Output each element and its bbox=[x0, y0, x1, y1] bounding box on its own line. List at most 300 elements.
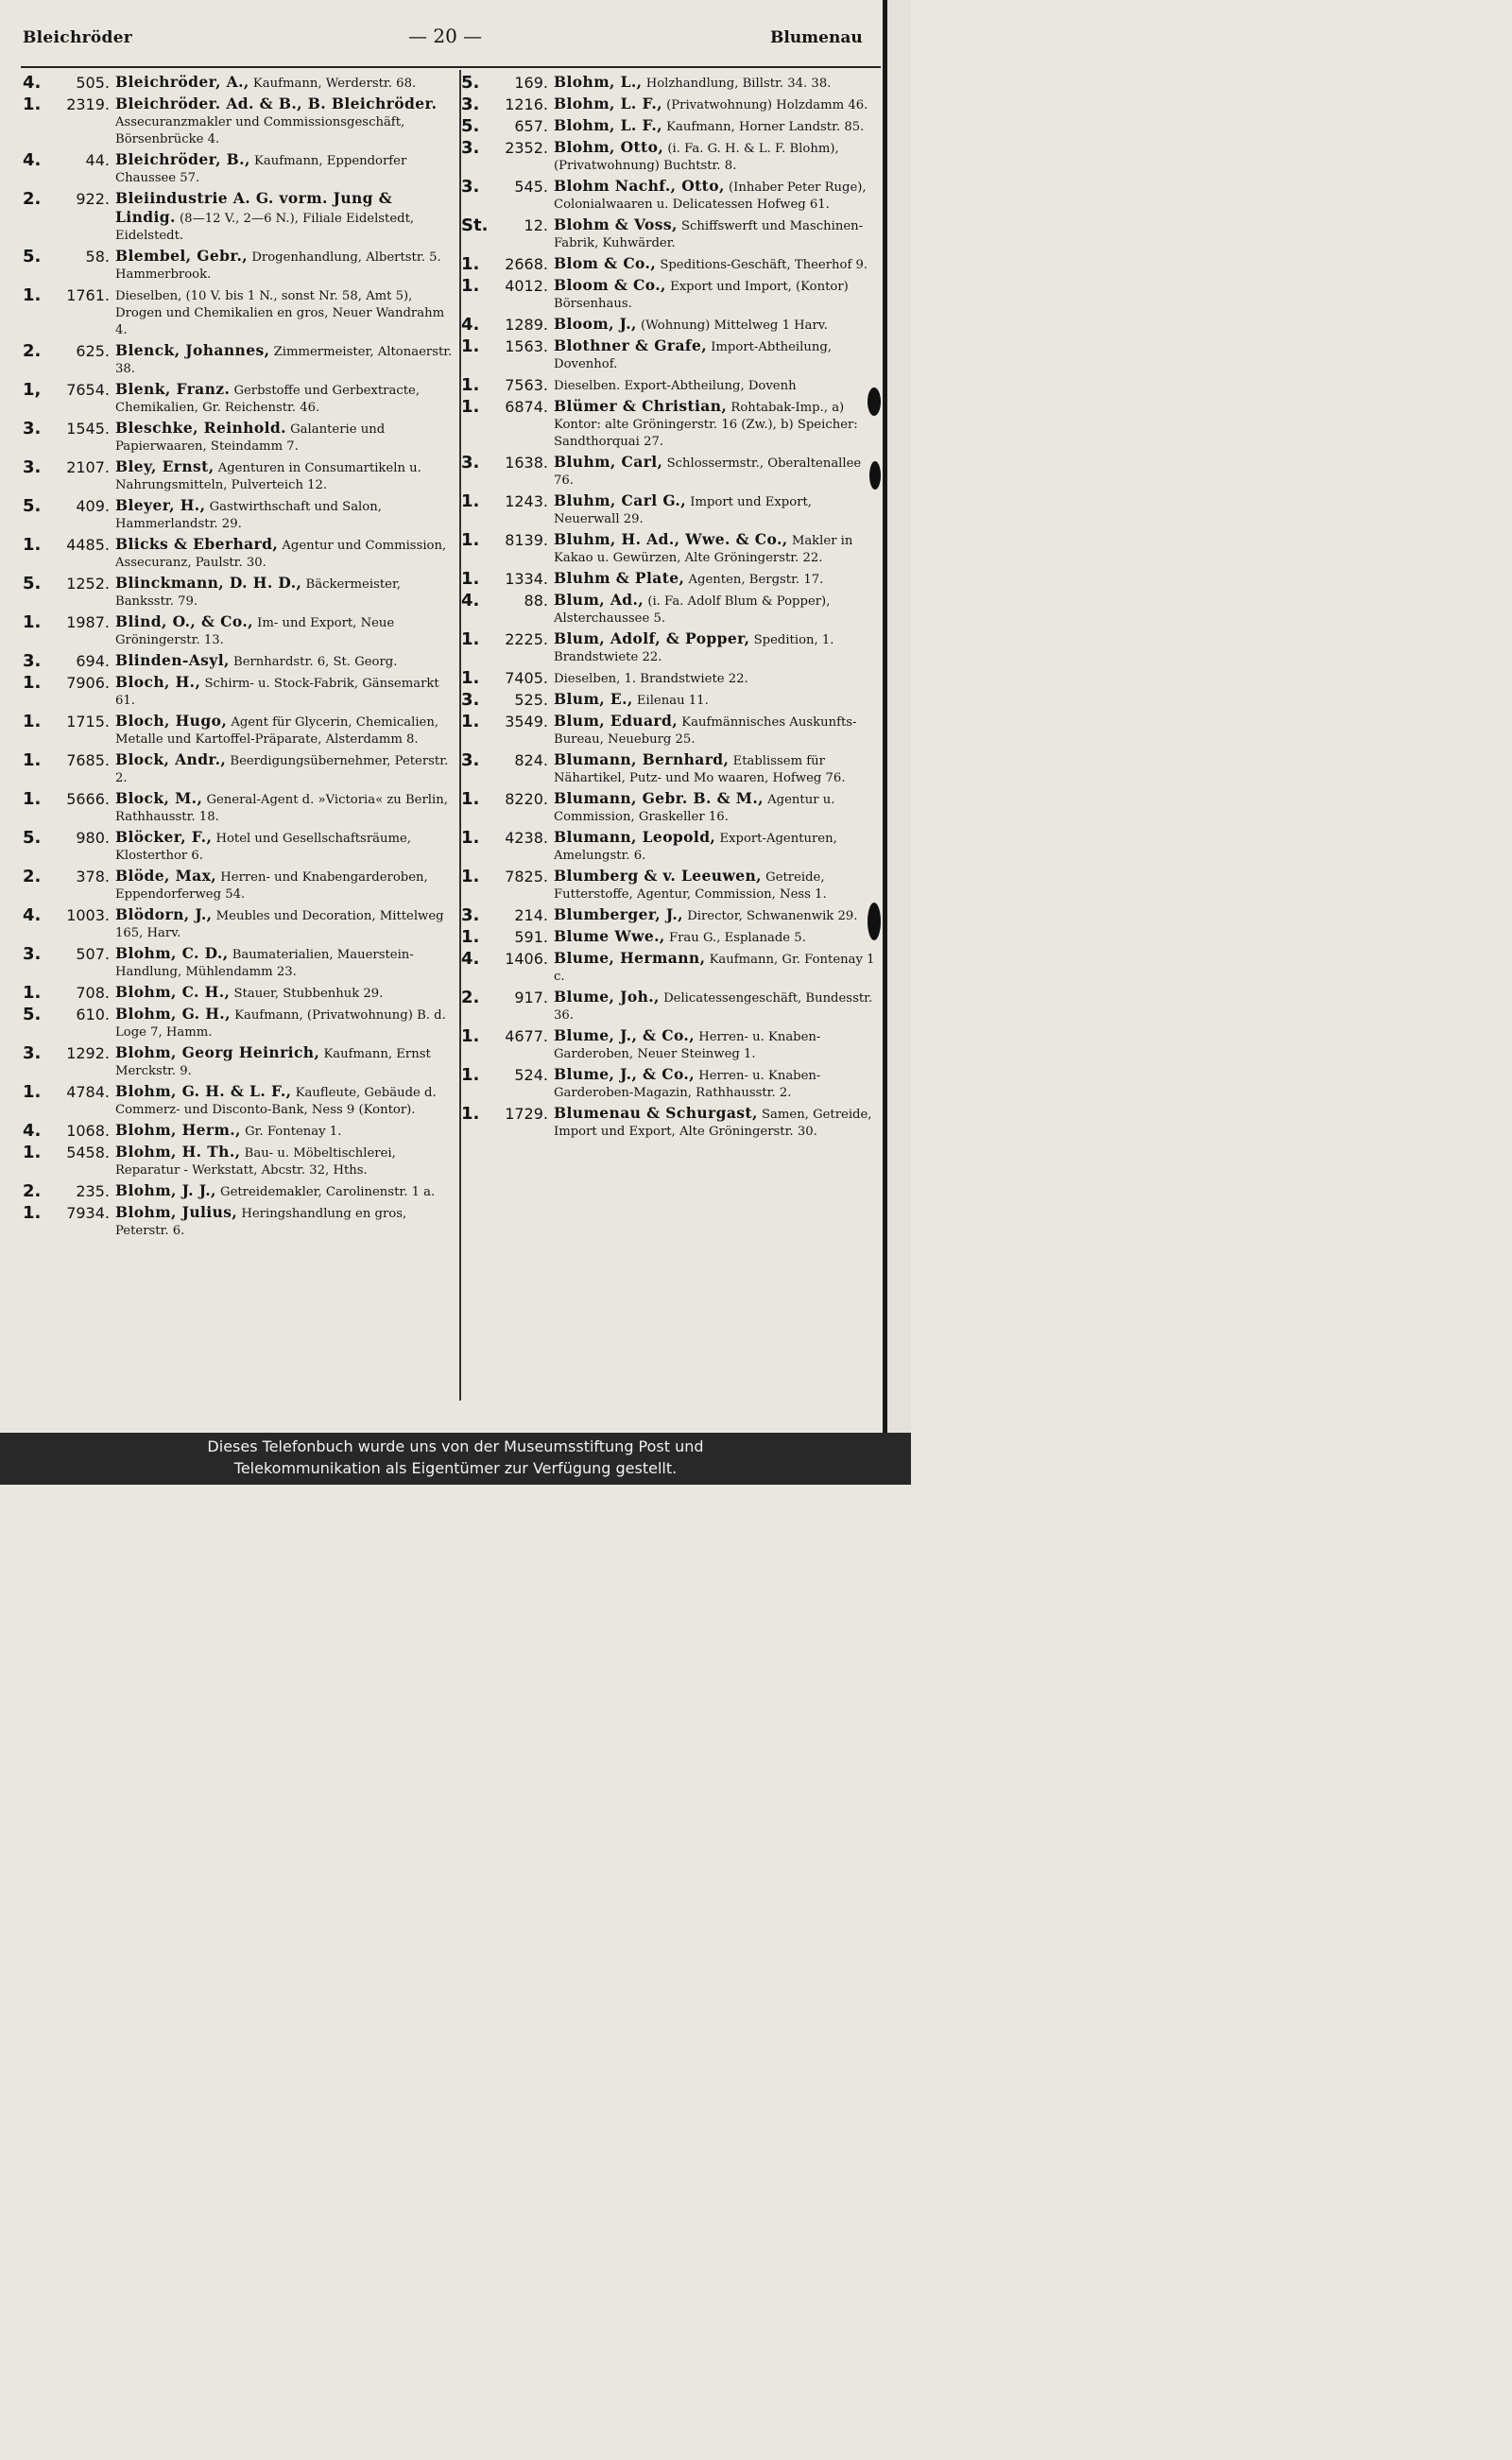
subscriber-details: Rohtabak-Imp., a) Kontor: alte Gröningerstr. 16 (Zw.), b) Speicher: Sandthorquai 27. bbox=[554, 401, 858, 449]
subscriber-name: Blenk, Franz. bbox=[115, 380, 231, 398]
subscriber-details: Kaufmann, Horner Landstr. 85. bbox=[666, 120, 865, 134]
directory-entry bbox=[459, 630, 883, 666]
phone-number: 1003. bbox=[66, 906, 110, 924]
exchange-office-number: 4. bbox=[461, 949, 480, 969]
directory-entry bbox=[21, 74, 455, 93]
subscriber-details: Beerdigungsübernehmer, Peterstr. 2. bbox=[115, 754, 449, 785]
exchange-office-number: 1. bbox=[461, 828, 480, 848]
subscriber-name: Blödorn, J., bbox=[115, 905, 213, 923]
exchange-office-number: 3. bbox=[23, 651, 42, 671]
subscriber-name: Blohm Nachf., Otto, bbox=[554, 177, 725, 195]
subscriber-details: Export und Import, (Kontor) Börsenhaus. bbox=[554, 280, 849, 311]
exchange-office-number: 5. bbox=[23, 496, 42, 516]
exchange-office-number: 1. bbox=[461, 254, 480, 274]
phone-number: 524. bbox=[514, 1066, 548, 1084]
subscriber-details: Holzhandlung, Billstr. 34. 38. bbox=[645, 77, 832, 91]
subscriber-details: Getreidemakler, Carolinenstr. 1 a. bbox=[220, 1185, 436, 1199]
directory-entry bbox=[459, 492, 883, 528]
directory-entry bbox=[21, 381, 455, 417]
subscriber-details: Galanterie und Papierwaaren, Steindamm 7. bbox=[115, 422, 386, 454]
exchange-office-number: 3. bbox=[461, 750, 480, 770]
subscriber-details: Speditions-Geschäft, Theerhof 9. bbox=[660, 258, 868, 272]
phone-number: 88. bbox=[524, 592, 548, 610]
directory-entry bbox=[459, 989, 883, 1024]
exchange-office-number: 3. bbox=[461, 905, 480, 925]
subscriber-details: Director, Schwanenwik 29. bbox=[687, 909, 858, 923]
phone-number: 610. bbox=[76, 1006, 110, 1024]
directory-entry bbox=[459, 829, 883, 865]
subscriber-name: Blohm, H. Th., bbox=[115, 1143, 241, 1161]
subscriber-details: Schirm- u. Stock-Fabrik, Gänsemarkt 61. bbox=[115, 677, 439, 708]
exchange-office-number: 1. bbox=[23, 535, 42, 555]
subscriber-details: Hotel und Gesellschaftsräume, Klosterthor 6. bbox=[115, 832, 411, 863]
subscriber-name: Bleyer, H., bbox=[115, 496, 206, 514]
subscriber-details: Import und Export, Neuerwall 29. bbox=[554, 495, 812, 526]
subscriber-name: Blohm, G. H. & L. F., bbox=[115, 1082, 292, 1100]
subscriber-details: Gr. Fontenay 1. bbox=[245, 1125, 342, 1139]
directory-entry bbox=[21, 906, 455, 942]
exchange-office-number: 2. bbox=[23, 1181, 42, 1201]
exchange-office-number: 4. bbox=[23, 1121, 42, 1141]
subscriber-name: Blume Wwe., bbox=[554, 927, 665, 945]
subscriber-details: Dieselben, 1. Brandstwiete 22. bbox=[554, 672, 748, 686]
exchange-office-number: 4. bbox=[23, 73, 42, 93]
subscriber-details: Kaufleute, Gebäude d. Commerz- und Disconto-Bank, Ness 9 (Kontor). bbox=[115, 1086, 437, 1117]
footer-line-2: Telekommunikation als Eigentümer zur Verfügung gestellt. bbox=[233, 1459, 678, 1477]
exchange-office-number: 3. bbox=[461, 95, 480, 114]
header-left-keyword: Bleichröder bbox=[23, 28, 133, 47]
phone-number: 8220. bbox=[505, 790, 548, 808]
exchange-office-number: 1. bbox=[23, 673, 42, 693]
directory-entry bbox=[459, 713, 883, 748]
directory-entry bbox=[21, 1083, 455, 1119]
subscriber-details: (Inhaber Peter Ruge), Colonialwaaren u. Delicatessen Hofweg 61. bbox=[554, 181, 867, 212]
phone-number: 1729. bbox=[505, 1105, 548, 1123]
subscriber-name: Blohm & Voss, bbox=[554, 215, 678, 233]
subscriber-name: Blume, J., & Co., bbox=[554, 1065, 696, 1083]
directory-entry bbox=[21, 420, 455, 456]
phone-number: 6874. bbox=[505, 398, 548, 416]
phone-number: 1334. bbox=[505, 570, 548, 588]
exchange-office-number: 1, bbox=[23, 380, 42, 400]
subscriber-name: Blohm, Herm., bbox=[115, 1121, 241, 1139]
exchange-office-number: 1. bbox=[23, 95, 42, 114]
directory-entry bbox=[21, 1044, 455, 1080]
exchange-office-number: 5. bbox=[23, 828, 42, 848]
directory-entry bbox=[21, 652, 455, 671]
phone-number: 7405. bbox=[505, 669, 548, 687]
exchange-office-number: 3. bbox=[23, 944, 42, 964]
phone-number: 545. bbox=[514, 178, 548, 196]
exchange-office-number: 1. bbox=[461, 1065, 480, 1085]
directory-entry bbox=[459, 570, 883, 589]
directory-entry bbox=[21, 1144, 455, 1179]
directory-entry bbox=[21, 575, 455, 611]
exchange-office-number: 1. bbox=[461, 927, 480, 947]
exchange-office-number: 3. bbox=[461, 177, 480, 197]
exchange-office-number: 1. bbox=[461, 789, 480, 809]
exchange-office-number: 1. bbox=[461, 1104, 480, 1124]
directory-entry bbox=[21, 790, 455, 826]
phone-number: 625. bbox=[76, 342, 110, 360]
phone-number: 12. bbox=[524, 216, 548, 234]
subscriber-details: Export-Agenturen, Amelungstr. 6. bbox=[554, 832, 837, 863]
subscriber-details: Frau G., Esplanade 5. bbox=[668, 931, 806, 945]
phone-number: 4238. bbox=[505, 829, 548, 847]
phone-number: 694. bbox=[76, 652, 110, 670]
left-column bbox=[21, 74, 455, 1243]
directory-entry bbox=[459, 95, 883, 114]
subscriber-name: Blume, J., & Co., bbox=[554, 1026, 696, 1044]
exchange-office-number: 1. bbox=[461, 867, 480, 886]
directory-entry bbox=[21, 945, 455, 981]
directory-entry bbox=[21, 1182, 455, 1201]
directory-entry bbox=[21, 248, 455, 284]
phone-number: 4784. bbox=[66, 1083, 110, 1101]
phone-number: 169. bbox=[514, 74, 548, 92]
subscriber-details: Herren- u. Knaben-Garderoben-Magazin, Rathhausstr. 2. bbox=[554, 1069, 821, 1100]
directory-entry bbox=[21, 151, 455, 187]
directory-entry bbox=[459, 1027, 883, 1063]
subscriber-name: Blohm, C. D., bbox=[115, 944, 229, 962]
subscriber-name: Bleschke, Reinhold. bbox=[115, 419, 286, 437]
exchange-office-number: 1. bbox=[23, 983, 42, 1003]
exchange-office-number: 5. bbox=[461, 73, 480, 93]
subscriber-name: Bluhm & Plate, bbox=[554, 569, 685, 587]
subscriber-name: Blohm, J. J., bbox=[115, 1181, 216, 1199]
subscriber-name: Blumann, Gebr. B. & M., bbox=[554, 789, 764, 807]
footer-line-1: Dieses Telefonbuch wurde uns von der Museumsstiftung Post und bbox=[207, 1437, 704, 1455]
subscriber-details: Heringshandlung en gros, Peterstr. 6. bbox=[115, 1207, 407, 1238]
directory-entry bbox=[459, 669, 883, 688]
exchange-office-number: 1. bbox=[461, 375, 480, 395]
phone-number: 507. bbox=[76, 945, 110, 963]
exchange-office-number: 4. bbox=[461, 591, 480, 611]
phone-number: 1252. bbox=[66, 575, 110, 593]
exchange-office-number: 1. bbox=[23, 1203, 42, 1223]
subscriber-details: Getreide, Futterstoffe, Agentur, Commission, Ness 1. bbox=[554, 870, 827, 902]
subscriber-name: Bluhm, H. Ad., Wwe. & Co., bbox=[554, 530, 788, 548]
exchange-office-number: 3. bbox=[23, 1043, 42, 1063]
subscriber-name: Blöcker, F., bbox=[115, 828, 213, 846]
directory-entry bbox=[21, 1006, 455, 1041]
subscriber-details: Bau- u. Möbeltischlerei, Reparatur - Werkstatt, Abcstr. 32, Hths. bbox=[115, 1146, 396, 1178]
phone-number: 1563. bbox=[505, 337, 548, 355]
right-column bbox=[459, 74, 883, 1144]
exchange-office-number: 4. bbox=[461, 315, 480, 335]
directory-entry bbox=[459, 454, 883, 490]
subscriber-name: Bluhm, Carl G., bbox=[554, 491, 687, 509]
subscriber-name: Bley, Ernst, bbox=[115, 457, 215, 475]
phone-number: 7563. bbox=[505, 376, 548, 394]
ink-blot bbox=[868, 903, 881, 940]
phone-number: 1545. bbox=[66, 420, 110, 438]
directory-entry bbox=[459, 906, 883, 925]
subscriber-name: Blohm, Julius, bbox=[115, 1203, 238, 1221]
subscriber-details: Dieselben. Export-Abtheilung, Dovenh bbox=[554, 379, 797, 393]
phone-number: 7685. bbox=[66, 751, 110, 769]
exchange-office-number: 5. bbox=[23, 247, 42, 267]
phone-number: 657. bbox=[514, 117, 548, 135]
subscriber-name: Blothner & Grafe, bbox=[554, 336, 708, 354]
directory-entry bbox=[459, 950, 883, 986]
exchange-office-number: 1. bbox=[461, 336, 480, 356]
subscriber-name: Block, Andr., bbox=[115, 750, 227, 768]
directory-entry bbox=[21, 868, 455, 903]
subscriber-details: Baumaterialien, Mauerstein-Handlung, Mühlendamm 23. bbox=[115, 948, 414, 979]
phone-number: 2668. bbox=[505, 255, 548, 273]
exchange-office-number: 4. bbox=[23, 150, 42, 170]
subscriber-name: Blumberg & v. Leeuwen, bbox=[554, 867, 762, 885]
subscriber-details: Agentur und Commission, Assecuranz, Paulstr. 30. bbox=[115, 539, 447, 570]
exchange-office-number: 1. bbox=[461, 276, 480, 296]
directory-entry bbox=[21, 829, 455, 865]
phone-number: 409. bbox=[76, 497, 110, 515]
exchange-office-number: 1. bbox=[461, 668, 480, 688]
subscriber-details: Schiffswerft und Maschinen-Fabrik, Kuhwärder. bbox=[554, 219, 864, 250]
phone-number: 505. bbox=[76, 74, 110, 92]
directory-entry bbox=[459, 376, 883, 395]
subscriber-name: Bleichröder, A., bbox=[115, 73, 249, 91]
subscriber-details: Bäckermeister, Banksstr. 79. bbox=[115, 577, 401, 609]
phone-number: 1761. bbox=[66, 286, 110, 304]
directory-entry bbox=[459, 398, 883, 451]
exchange-office-number: 3. bbox=[23, 457, 42, 477]
subscriber-name: Blohm, Georg Heinrich, bbox=[115, 1043, 320, 1061]
subscriber-name: Blum, E., bbox=[554, 690, 633, 708]
exchange-office-number: 1. bbox=[23, 789, 42, 809]
directory-entry bbox=[459, 139, 883, 175]
subscriber-name: Blume, Joh., bbox=[554, 988, 660, 1006]
exchange-office-number: 5. bbox=[461, 116, 480, 136]
subscriber-name: Bleichröder, B., bbox=[115, 150, 250, 168]
subscriber-details: Etablissem für Nähartikel, Putz- und Mo waaren, Hofweg 76. bbox=[554, 754, 846, 785]
subscriber-details: Herren- und Knabengarderoben, Eppendorferweg 54. bbox=[115, 870, 428, 902]
phone-number: 525. bbox=[514, 691, 548, 709]
exchange-office-number: 1. bbox=[461, 397, 480, 417]
subscriber-name: Blumenau & Schurgast, bbox=[554, 1104, 758, 1122]
directory-entry bbox=[459, 277, 883, 313]
subscriber-details: Dieselben, (10 V. bis 1 N., sonst Nr. 58, Amt 5), Drogen und Chemikalien en gros, Neuer Wandrahm 4. bbox=[115, 289, 445, 337]
exchange-office-number: 1. bbox=[461, 491, 480, 511]
subscriber-details: Agenturen in Consumartikeln u. Nahrungsmitteln, Pulverteich 12. bbox=[115, 461, 421, 492]
phone-number: 7825. bbox=[505, 868, 548, 886]
subscriber-name: Blume, Hermann, bbox=[554, 949, 706, 967]
subscriber-details: Herren- u. Knaben-Garderoben, Neuer Steinweg 1. bbox=[554, 1030, 821, 1061]
directory-entry bbox=[459, 691, 883, 710]
subscriber-name: Blum, Ad., bbox=[554, 591, 644, 609]
directory-entry bbox=[21, 674, 455, 710]
exchange-office-number: 3. bbox=[461, 138, 480, 158]
exchange-office-number: 1. bbox=[461, 1026, 480, 1046]
phone-number: 917. bbox=[514, 989, 548, 1006]
exchange-office-number: 2. bbox=[461, 988, 480, 1007]
subscriber-details: Import-Abtheilung, Dovenhof. bbox=[554, 340, 832, 371]
subscriber-name: Blumann, Leopold, bbox=[554, 828, 716, 846]
directory-entry bbox=[459, 316, 883, 335]
directory-entry bbox=[459, 592, 883, 628]
subscriber-details: (8—12 V., 2—6 N.), Filiale Eidelstedt, Eidelstedt. bbox=[115, 212, 415, 243]
subscriber-details: Kaufmann, (Privatwohnung) B. d. Loge 7, Hamm. bbox=[115, 1008, 446, 1040]
phone-number: 1638. bbox=[505, 454, 548, 472]
phone-number: 1715. bbox=[66, 713, 110, 731]
page-number: — 20 — bbox=[408, 25, 483, 47]
subscriber-name: Blind, O., & Co., bbox=[115, 612, 253, 630]
subscriber-name: Blumberger, J., bbox=[554, 905, 683, 923]
subscriber-name: Blümer & Christian, bbox=[554, 397, 728, 415]
exchange-office-number: 3. bbox=[461, 453, 480, 473]
exchange-office-number: 1. bbox=[23, 285, 42, 305]
exchange-office-number: 1. bbox=[23, 712, 42, 731]
exchange-office-number: 1. bbox=[23, 612, 42, 632]
subscriber-name: Blohm, L., bbox=[554, 73, 643, 91]
subscriber-name: Blohm, G. H., bbox=[115, 1005, 231, 1023]
subscriber-details: Im- und Export, Neue Gröningerstr. 13. bbox=[115, 616, 395, 647]
phone-number: 378. bbox=[76, 868, 110, 886]
directory-entry bbox=[459, 928, 883, 947]
phone-number: 8139. bbox=[505, 531, 548, 549]
phone-number: 1289. bbox=[505, 316, 548, 334]
directory-entry bbox=[459, 868, 883, 903]
directory-entry bbox=[21, 342, 455, 378]
header-rule bbox=[21, 66, 881, 68]
directory-entry bbox=[459, 178, 883, 214]
subscriber-details: Kaufmann, Eppendorfer Chaussee 57. bbox=[115, 154, 407, 185]
phone-number: 1243. bbox=[505, 492, 548, 510]
subscriber-details: Delicatessengeschäft, Bundesstr. 36. bbox=[554, 991, 873, 1023]
subscriber-name: Bloch, H., bbox=[115, 673, 201, 691]
directory-entry bbox=[459, 1105, 883, 1141]
directory-entry bbox=[21, 984, 455, 1003]
subscriber-details: Meubles und Decoration, Mittelweg 165, Harv. bbox=[115, 909, 444, 940]
subscriber-details: (Wohnung) Mittelweg 1 Harv. bbox=[641, 318, 828, 333]
subscriber-details: Assecuranzmakler und Commissionsgeschäft, Börsenbrücke 4. bbox=[115, 115, 405, 146]
subscriber-name: Block, M., bbox=[115, 789, 203, 807]
subscriber-details: Makler in Kakao u. Gewürzen, Alte Gröningerstr. 22. bbox=[554, 534, 853, 565]
phone-number: 7654. bbox=[66, 381, 110, 399]
subscriber-name: Blom & Co., bbox=[554, 254, 657, 272]
subscriber-details: Agenten, Bergstr. 17. bbox=[688, 573, 824, 587]
exchange-office-number: 2. bbox=[23, 867, 42, 886]
subscriber-details: Zimmermeister, Altonaerstr. 38. bbox=[115, 345, 453, 376]
subscriber-details: General-Agent d. »Victoria« zu Berlin, Rathhausstr. 18. bbox=[115, 793, 448, 824]
phone-number: 3549. bbox=[505, 713, 548, 731]
subscriber-details: Gastwirthschaft und Salon, Hammerlandstr. 29. bbox=[115, 500, 382, 531]
phone-number: 1068. bbox=[66, 1122, 110, 1140]
subscriber-name: Bloom, J., bbox=[554, 315, 637, 333]
directory-entry bbox=[21, 95, 455, 148]
phone-number: 7906. bbox=[66, 674, 110, 692]
exchange-office-number: 1. bbox=[461, 530, 480, 550]
subscriber-details: Bernhardstr. 6, St. Georg. bbox=[233, 655, 398, 669]
subscriber-name: Bluhm, Carl, bbox=[554, 453, 663, 471]
subscriber-name: Bleichröder. Ad. & B., B. Bleichröder. bbox=[115, 95, 438, 112]
directory-entry bbox=[459, 216, 883, 252]
ink-blot bbox=[868, 387, 881, 416]
subscriber-name: Blöde, Max, bbox=[115, 867, 217, 885]
subscriber-details: Gerbstoffe und Gerbextracte, Chemikalien, Gr. Reichenstr. 46. bbox=[115, 384, 421, 415]
subscriber-details: (i. Fa. Adolf Blum & Popper), Alsterchaussee 5. bbox=[554, 594, 831, 626]
directory-entry bbox=[459, 751, 883, 787]
exchange-office-number: 5. bbox=[23, 574, 42, 593]
phone-number: 1987. bbox=[66, 613, 110, 631]
subscriber-name: Blohm, Otto, bbox=[554, 138, 664, 156]
directory-entry bbox=[459, 337, 883, 373]
directory-entry bbox=[459, 1066, 883, 1102]
ink-blot bbox=[869, 461, 881, 490]
exchange-office-number: 4. bbox=[23, 905, 42, 925]
directory-entry bbox=[21, 497, 455, 533]
phone-number: 922. bbox=[76, 190, 110, 208]
phone-number: 4677. bbox=[505, 1027, 548, 1045]
subscriber-details: Kaufmann, Gr. Fontenay 1 c. bbox=[554, 953, 875, 984]
phone-number: 58. bbox=[85, 248, 110, 266]
phone-number: 4012. bbox=[505, 277, 548, 295]
directory-entry bbox=[21, 751, 455, 787]
phone-number: 591. bbox=[514, 928, 548, 946]
subscriber-details: Kaufmännisches Auskunfts-Bureau, Neueburg 25. bbox=[554, 715, 857, 747]
next-page-fragment bbox=[887, 0, 911, 1433]
subscriber-details: Eilenau 11. bbox=[636, 694, 709, 708]
directory-entry bbox=[21, 458, 455, 494]
directory-entry bbox=[21, 190, 455, 245]
directory-entry bbox=[21, 713, 455, 748]
directory-entry bbox=[21, 1204, 455, 1240]
phone-number: 235. bbox=[76, 1182, 110, 1200]
subscriber-details: Samen, Getreide, Import und Export, Alte Gröningerstr. 30. bbox=[554, 1108, 872, 1139]
exchange-office-number: 5. bbox=[23, 1005, 42, 1024]
exchange-office-number: 1. bbox=[461, 629, 480, 649]
phone-number: 1216. bbox=[505, 95, 548, 113]
exchange-office-number: 1. bbox=[23, 750, 42, 770]
phone-number: 2319. bbox=[66, 95, 110, 113]
directory-entry bbox=[21, 1122, 455, 1141]
phone-number: 824. bbox=[514, 751, 548, 769]
subscriber-details: Spedition, 1. Brandstwiete 22. bbox=[554, 633, 834, 664]
exchange-office-number: 1. bbox=[461, 569, 480, 589]
directory-page bbox=[0, 0, 911, 1433]
phone-number: 1292. bbox=[66, 1044, 110, 1062]
phone-number: 44. bbox=[85, 151, 110, 169]
subscriber-details: (Privatwohnung) Holzdamm 46. bbox=[666, 98, 868, 112]
phone-number: 708. bbox=[76, 984, 110, 1002]
subscriber-name: Blumann, Bernhard, bbox=[554, 750, 730, 768]
exchange-office-number: 1. bbox=[461, 712, 480, 731]
phone-number: 4485. bbox=[66, 536, 110, 554]
exchange-office-number: 2. bbox=[23, 341, 42, 361]
directory-entry bbox=[21, 613, 455, 649]
subscriber-name: Blohm, L. F., bbox=[554, 116, 662, 134]
subscriber-name: Bloom & Co., bbox=[554, 276, 666, 294]
subscriber-name: Blum, Eduard, bbox=[554, 712, 679, 730]
directory-entry bbox=[459, 74, 883, 93]
exchange-office-number: 2. bbox=[23, 189, 42, 209]
subscriber-details: Stauer, Stubbenhuk 29. bbox=[233, 987, 384, 1001]
subscriber-details: Schlossermstr., Oberaltenallee 76. bbox=[554, 456, 862, 488]
subscriber-name: Blohm, C. H., bbox=[115, 983, 231, 1001]
subscriber-details: Drogenhandlung, Albertstr. 5. Hammerbrook. bbox=[115, 250, 441, 282]
directory-entry bbox=[459, 531, 883, 567]
subscriber-name: Blembel, Gebr., bbox=[115, 247, 249, 265]
subscriber-name: Blinden-Asyl, bbox=[115, 651, 230, 669]
exchange-office-number: St. bbox=[461, 215, 489, 235]
exchange-office-number: 1. bbox=[23, 1082, 42, 1102]
subscriber-name: Blicks & Eberhard, bbox=[115, 535, 279, 553]
phone-number: 7934. bbox=[66, 1204, 110, 1222]
phone-number: 2225. bbox=[505, 630, 548, 648]
subscriber-name: Blinckmann, D. H. D., bbox=[115, 574, 302, 592]
directory-entry bbox=[21, 286, 455, 339]
